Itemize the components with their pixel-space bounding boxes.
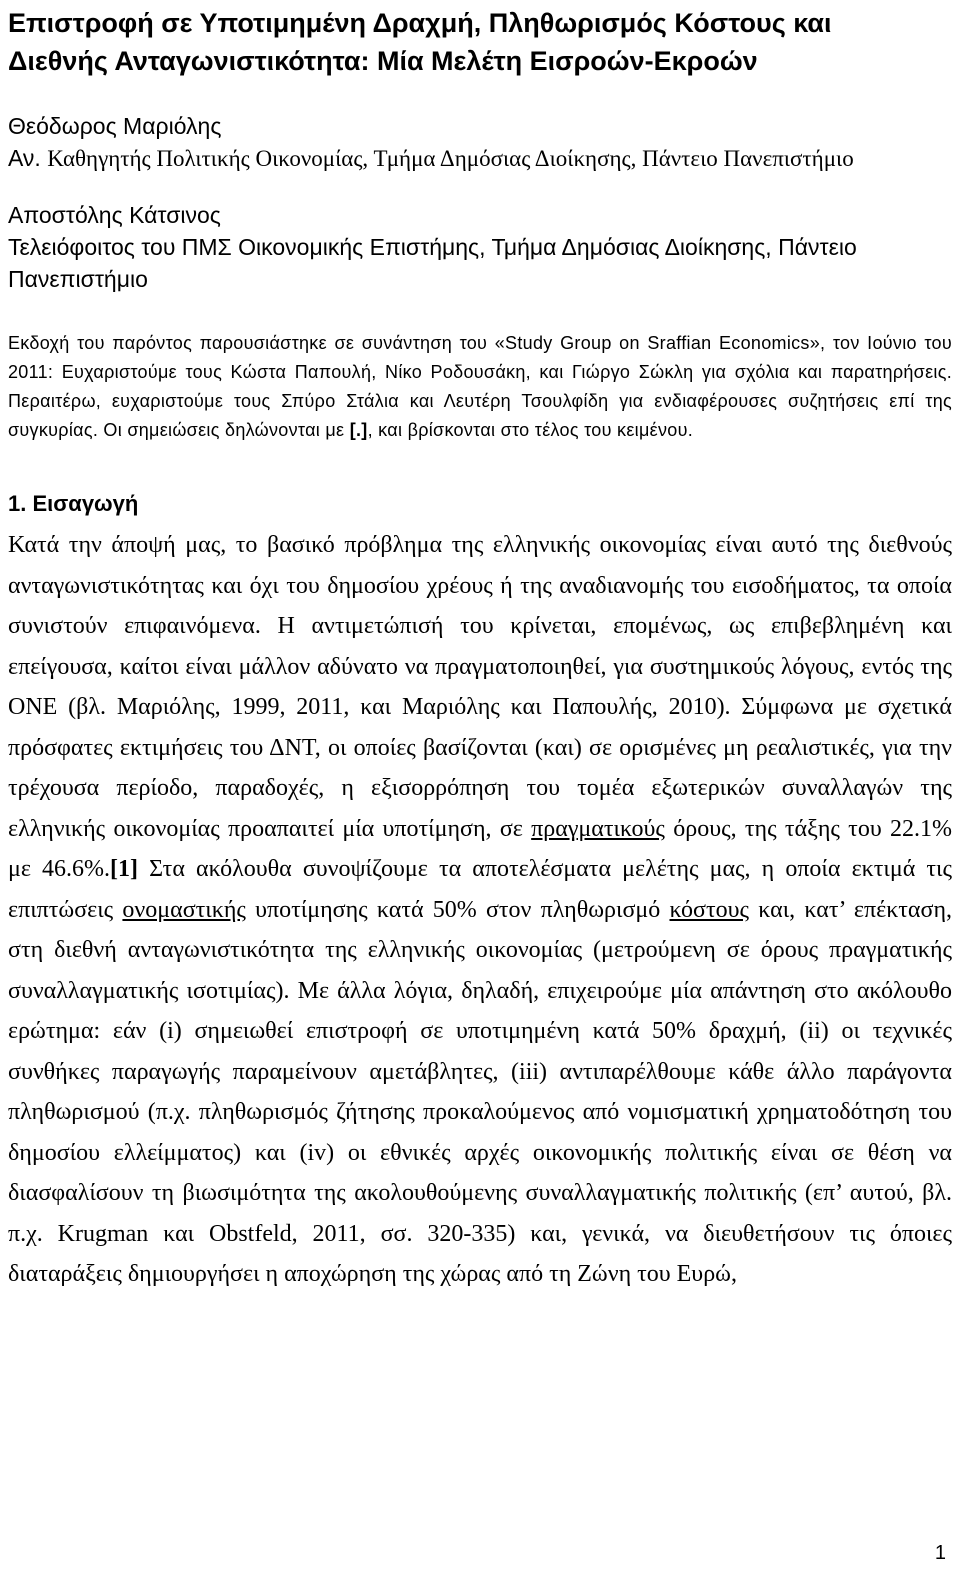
paragraph-text: Στα ακόλουθα συνοψίζουμε τα αποτελέσματα μελέτης μας, η οποία εκτιμά τις επιπτώσεις xyxy=(8,856,953,923)
author-1-affiliation xyxy=(8,142,952,175)
note-marker: [.] xyxy=(349,420,368,440)
section-heading: 1. Εισαγωγή xyxy=(8,491,139,516)
document-page xyxy=(8,0,952,1295)
title-line-1: Επιστροφή σε Υποτιμημένη Δραχμή, Πληθωρισμός Κόστους και xyxy=(8,8,832,38)
author-1-name: Θεόδωρος Μαριόλης xyxy=(8,113,222,139)
title-line-2: Διεθνής Ανταγωνιστικότητα: Μία Μελέτη Εισροών-Εκροών xyxy=(8,46,758,76)
footnote-ref[interactable]: [1] xyxy=(110,856,139,882)
underlined-term: ονομαστικής xyxy=(122,896,246,923)
acknowledgement-note xyxy=(8,329,952,445)
author-2 xyxy=(8,199,952,295)
author-2-name: Αποστόλης Κάτσινος xyxy=(8,202,221,228)
page-number: 1 xyxy=(934,1542,946,1564)
paragraph-text: Κατά την άποψή μας, το βασικό πρόβλημα της ελληνικής οικονομίας είναι αυτό της διεθνούς ανταγωνιστικότητας και όχι του δημοσίου χρέους ή της αναδιανομής του εισοδήματος, τα οποία συνιστούν επιφαινόμενα. Η αντιμετώπισή του κρίνεται, επομένως, ως επιβεβλημένη και επείγουσα, καίτοι είναι μάλλον αδύνατο να πραγματοποιηθεί, για συστημικούς λόγους, εντός της ΟΝΕ (βλ. Μαριόλης, 1999, 2011, και Μαριόλης και Παπουλής, 2010). Σύμφωνα με σχετικά πρόσφατες εκτιμήσεις του ΔΝΤ, οι οποίες βασίζονται (και) σε ορισμένες μη ρεαλιστικές, για την τρέχουσα περίοδο, παραδοχές, η εξισορρόπηση του τομέα εξωτερικών συναλλαγών της ελληνικής οικονομίας προαπαιτεί μία υποτίμηση, σε xyxy=(8,532,952,842)
author-1 xyxy=(8,110,952,175)
paragraph-text: όρους, της τάξης του 22.1% με 46.6%. xyxy=(8,815,952,882)
underlined-term: πραγματικούς xyxy=(531,815,665,842)
paragraph-text: υποτίμησης κατά 50% στον πληθωρισμό xyxy=(245,896,670,923)
paper-title xyxy=(8,0,952,80)
note-text-1: Εκδοχή του παρόντος παρουσιάστηκε σε συνάντηση του «Study Group on Sraffian Economics», τον Ιούνιο του 2011: Ευχαριστούμε τους Κώστα Παπουλή, Νίκο Ροδουσάκη, και Γιώργο Σώκλη για σχόλια και παρατηρήσεις. Περαιτέρω, ευχαριστούμε τους Σπύρο Στάλια και Λευτέρη Τσουλφίδη για ενδιαφέρουσες συζητήσεις επί της συγκυρίας. Οι σημειώσεις δηλώνονται με xyxy=(8,333,952,440)
note-text-2: , και βρίσκονται στο τέλος του κειμένου. xyxy=(367,420,694,440)
paragraph-text: και, κατ’ επέκταση, στη διεθνή ανταγωνιστικότητα της ελληνικής οικονομίας (μετρούμενη σε όρους πραγματικής συναλλαγματικής ισοτιμίας). Με άλλα λόγια, δηλαδή, επιχειρούμε μία απάντηση στο ακόλουθο ερώτημα: εάν (i) σημειωθεί επιστροφή σε υποτιμημένη κατά 50% δραχμή, (ii) οι τεχνικές συνθήκες παραγωγής παραμείνουν αμετάβλητες, (iii) αντιπαρέλθουμε κάθε άλλο παράγοντα πληθωρισμού (π.χ. πληθωρισμός ζήτησης προκαλούμενος από νομισματική χρηματοδότηση του δημοσίου ελλείμματος) και (iv) οι εθνικές αρχές οικονομικής πολιτικής είναι σε θέση να διασφαλίσουν τη βιωσιμότητα της ακολουθούμενης συναλλαγματικής πολιτικής (επ’ αυτού, βλ. π.χ. Krugman και Obstfeld, 2011, σσ. 320-335) και, γενικά, να διευθετήσουν τις όποιες διαταράξεις δημιουργήσει η αποχώρηση της χώρας από τη Ζώνη του Ευρώ, xyxy=(8,896,952,1287)
author-1-affil-text: Καθηγητής Πολιτικής Οικονομίας, Τμήμα Δημόσιας Διοίκησης, Πάντειο Πανεπιστήμιο xyxy=(47,146,854,171)
body-paragraph xyxy=(8,525,952,1295)
author-1-affil-prefix: Αν. xyxy=(8,145,48,171)
author-2-affiliation: Τελειόφοιτος του ΠΜΣ Οικονομικής Επιστήμης, Τμήμα Δημόσιας Διοίκησης, Πάντειο Πανεπιστήμιο xyxy=(8,234,857,292)
underlined-term: κόστους xyxy=(669,896,750,923)
